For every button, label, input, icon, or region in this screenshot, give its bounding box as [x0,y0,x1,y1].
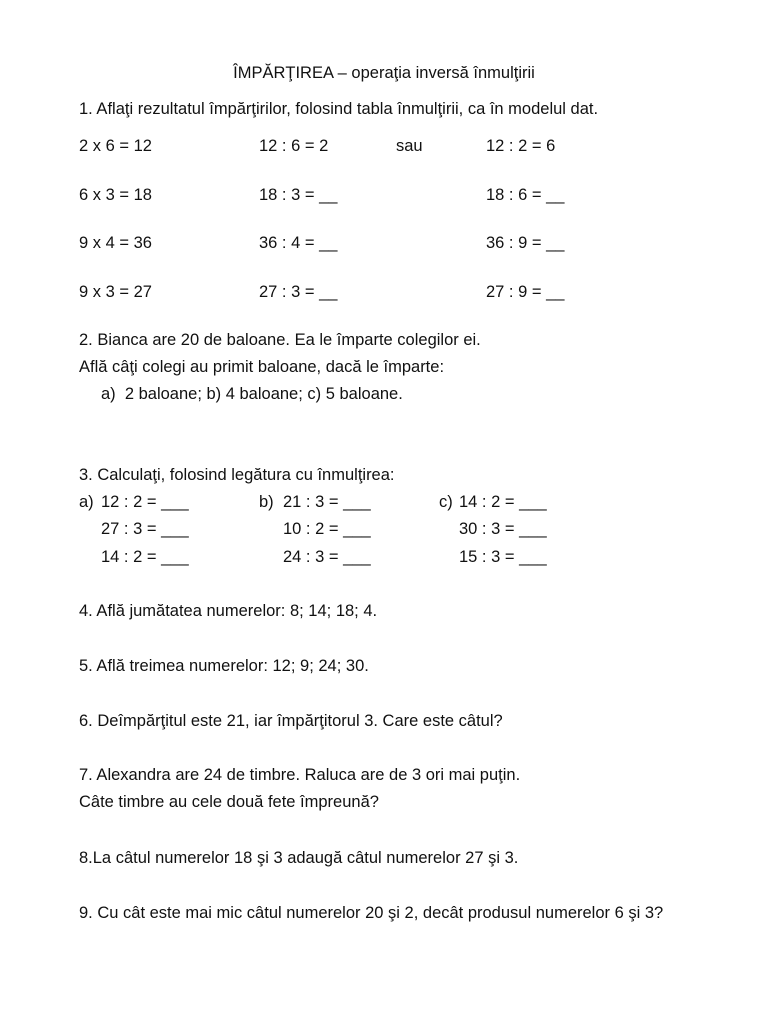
exercise-5: 5. Află treimea numerelor: 12; 9; 24; 30. [79,657,369,675]
ex3-a-item1: 12 : 2 = ___ [101,493,189,511]
exercise-3-prompt: 3. Calculaţi, folosind legătura cu înmulţirea: [79,466,395,484]
ex3-col-b-label: b) [259,493,279,511]
exercise-6: 6. Deîmpărţitul este 21, iar împărţitorul 3. Care este câtul? [79,712,503,730]
ex1-row3-mult: 9 x 4 = 36 [79,234,152,252]
ex1-row1-div2: 12 : 2 = 6 [486,137,556,155]
exercise-2-line2: Află câţi colegi au primit baloane, dacă le împarte: [79,358,445,376]
ex3-c-item3: 15 : 3 = ___ [459,548,547,566]
exercise-7-line2: Câte timbre au cele două fete împreună? [79,793,379,811]
exercise-8: 8.La câtul numerelor 18 şi 3 adaugă câtul numerelor 27 şi 3. [79,849,519,867]
ex3-b-item3: 24 : 3 = ___ [283,548,371,566]
ex1-row4-mult: 9 x 3 = 27 [79,283,152,301]
ex3-b-item2: 10 : 2 = ___ [283,520,371,538]
ex1-row2-div2: 18 : 6 = __ [486,186,565,204]
ex1-row3-div2: 36 : 9 = __ [486,234,565,252]
ex1-row1-sep: sau [396,137,423,155]
ex3-a-item3: 14 : 2 = ___ [101,548,189,566]
ex3-col-c-label: c) [439,493,458,511]
exercise-1-prompt: 1. Aflaţi rezultatul împărţirilor, folosind tabla înmulţirii, ca în modelul dat. [79,100,599,118]
ex1-row4-div2: 27 : 9 = __ [486,283,565,301]
exercise-7-line1: 7. Alexandra are 24 de timbre. Raluca are de 3 ori mai puţin. [79,766,521,784]
ex1-row4-div1: 27 : 3 = __ [259,283,338,301]
exercise-2-options: a) 2 baloane; b) 4 baloane; c) 5 baloane. [101,385,403,403]
ex3-b-item1: 21 : 3 = ___ [283,493,371,511]
ex3-c-item1: 14 : 2 = ___ [459,493,547,511]
ex1-row1-div1: 12 : 6 = 2 [259,137,329,155]
ex3-col-a-label: a) [79,493,99,511]
page-title: ÎMPĂRŢIREA – operaţia inversă înmulţirii [233,64,535,82]
ex3-c-item2: 30 : 3 = ___ [459,520,547,538]
ex1-row2-mult: 6 x 3 = 18 [79,186,152,204]
exercise-9: 9. Cu cât este mai mic câtul numerelor 20 şi 2, decât produsul numerelor 6 şi 3? [79,904,664,922]
ex3-a-item2: 27 : 3 = ___ [101,520,189,538]
exercise-4: 4. Află jumătatea numerelor: 8; 14; 18; 4. [79,602,378,620]
exercise-2-line1: 2. Bianca are 20 de baloane. Ea le împarte colegilor ei. [79,331,481,349]
ex1-row2-div1: 18 : 3 = __ [259,186,338,204]
ex1-row1-mult: 2 x 6 = 12 [79,137,152,155]
ex1-row3-div1: 36 : 4 = __ [259,234,338,252]
